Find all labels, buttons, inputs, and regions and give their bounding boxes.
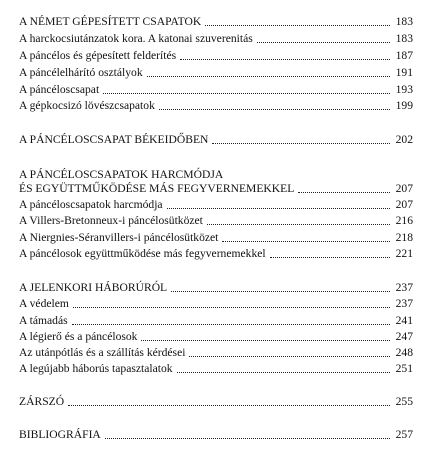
toc-entry: [19, 64, 413, 79]
page-number: 218: [395, 231, 413, 244]
entry-label: A legújabb háborús tapasztalatok: [19, 362, 173, 375]
toc-entry: [19, 196, 413, 211]
dot-leader: [147, 75, 390, 77]
dot-leader: [105, 437, 390, 439]
dot-leader: [207, 223, 390, 225]
entry-label: A harckocsiutánzatok kora. A katonai szuverenitás: [19, 32, 253, 45]
dot-leader: [180, 58, 390, 60]
page-number: 221: [395, 247, 413, 260]
section-title: A PÁNCÉLOSCSAPAT BÉKEIDŐBEN: [19, 133, 209, 146]
toc-entry: [19, 312, 413, 327]
toc-entry: [19, 212, 413, 227]
page-number: 199: [395, 99, 413, 112]
entry-label: A páncéloscsapat: [19, 83, 100, 96]
entry-label: A páncélosok együttműködése más fegyvernemekkel: [19, 247, 266, 260]
page-number: 207: [395, 198, 413, 211]
page-number: 237: [395, 281, 413, 294]
section-heading-line1: [19, 166, 413, 181]
section-title: BIBLIOGRÁFIA: [19, 428, 101, 441]
page-number: 183: [395, 15, 413, 28]
toc-entry: [19, 229, 413, 244]
dot-leader: [171, 290, 390, 292]
dot-leader: [257, 41, 390, 43]
toc-entry: [19, 328, 413, 343]
dot-leader: [177, 371, 390, 373]
section-heading-zarszo: [19, 393, 413, 408]
toc-entry: [19, 30, 413, 45]
page-number: 237: [395, 297, 413, 310]
dot-leader: [189, 355, 390, 357]
toc-entry: [19, 360, 413, 375]
dot-leader: [298, 191, 390, 193]
page-number: 241: [395, 314, 413, 327]
page-number: 202: [395, 133, 413, 146]
dot-leader: [103, 92, 390, 94]
entry-label: A védelem: [19, 297, 69, 310]
section-title-line1: A PÁNCÉLOSCSAPATOK HARCMÓDJA: [19, 168, 224, 181]
dot-leader: [205, 24, 390, 26]
dot-leader: [73, 306, 390, 308]
entry-label: A páncéloscsapatok harcmódja: [19, 198, 163, 211]
section-heading-pancelcsapat-bekeidoben: [19, 131, 413, 146]
section-title: ZÁRSZÓ: [19, 395, 65, 408]
dot-leader: [270, 256, 390, 258]
entry-label: A Niergnies-Séranvillers-i páncélosütközet: [19, 231, 219, 244]
section-heading-bibliografia: [19, 426, 413, 441]
dot-leader: [68, 404, 390, 406]
page-number: 251: [395, 362, 413, 375]
page-number: 187: [395, 49, 413, 62]
page-number: 255: [395, 395, 413, 408]
entry-label: A páncélelhárító osztályok: [19, 66, 143, 79]
page-number: 193: [395, 83, 413, 96]
toc-entry: [19, 344, 413, 359]
page-number: 191: [395, 66, 413, 79]
section-heading-nemet-gepesitett-csapatok: [19, 13, 413, 28]
toc-entry: [19, 245, 413, 260]
section-heading-jelenkori-haborurol: [19, 279, 413, 294]
page-number: 257: [395, 428, 413, 441]
dot-leader: [72, 323, 390, 325]
page-number: 216: [395, 214, 413, 227]
page-number: 248: [395, 346, 413, 359]
section-title: A NÉMET GÉPESÍTETT CSAPATOK: [19, 15, 202, 28]
entry-label: A légierő és a páncélosok: [19, 330, 138, 343]
dot-leader: [167, 207, 390, 209]
page-number: 247: [395, 330, 413, 343]
toc-entry: [19, 295, 413, 310]
dot-leader: [212, 142, 390, 144]
page-number: 183: [395, 32, 413, 45]
entry-label: A támadás: [19, 314, 68, 327]
entry-label: A Villers-Bretonneux-i páncélosütközet: [19, 214, 203, 227]
toc-entry: [19, 47, 413, 62]
entry-label: A gépkocsizó lövészcsapatok: [19, 99, 155, 112]
section-heading-harcmodja: [19, 180, 413, 195]
dot-leader: [222, 240, 390, 242]
entry-label: Az utánpótlás és a szállítás kérdései: [19, 346, 186, 359]
section-title-line2: ÉS EGYÜTTMŰKÖDÉSE MÁS FEGYVERNEMEKKEL: [19, 182, 295, 195]
page-number: 207: [395, 182, 413, 195]
dot-leader: [141, 339, 390, 341]
toc-entry: [19, 97, 413, 112]
dot-leader: [159, 108, 390, 110]
entry-label: A páncélos és gépesített felderítés: [19, 49, 177, 62]
toc-entry: [19, 81, 413, 96]
section-title: A JELENKORI HÁBORÚRÓL: [19, 281, 168, 294]
